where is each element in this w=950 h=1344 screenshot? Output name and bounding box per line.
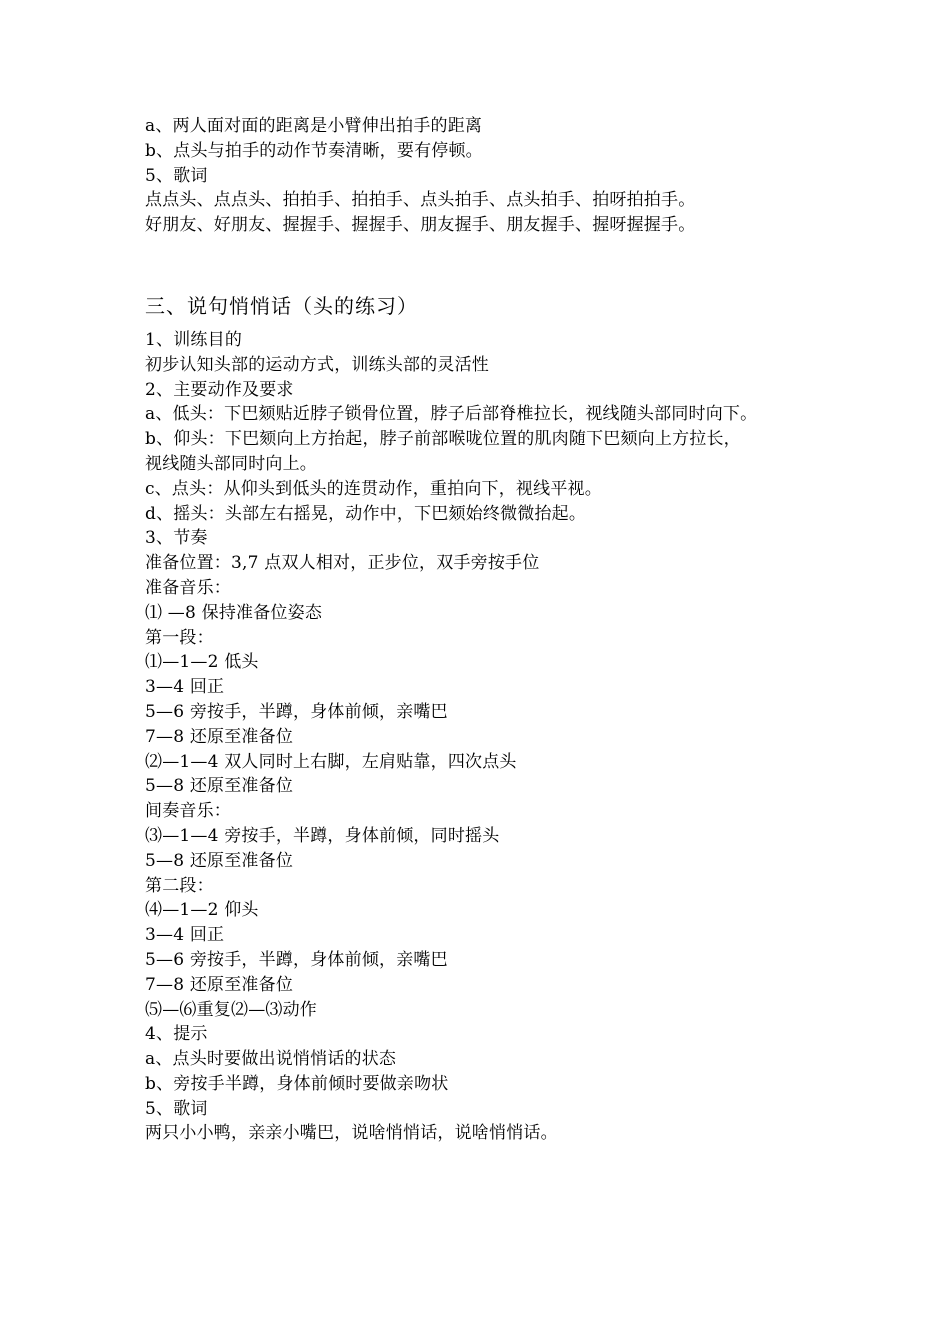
text-line: b、点头与拍手的动作节奏清晰，要有停顿。 — [145, 140, 483, 161]
text-line: a、点头时要做出说悄悄话的状态 — [145, 1049, 397, 1070]
text-line: 5、歌词 — [145, 1098, 208, 1119]
text-line: ⑴ —8 保持准备位姿态 — [145, 602, 323, 623]
text-line: 1、训练目的 — [145, 329, 243, 350]
text-line: 两只小小鸭，亲亲小嘴巴，说啥悄悄话，说啥悄悄话。 — [145, 1123, 558, 1144]
text-line: ⑴—1—2 低头 — [145, 652, 259, 673]
text-line: ⑸—⑹重复⑵—⑶动作 — [145, 999, 317, 1020]
text-line: d、摇头：头部左右摇晃，动作中，下巴颏始终微微抬起。 — [145, 503, 587, 524]
text-line: 5—8 还原至准备位 — [145, 850, 294, 871]
text-line: 间奏音乐： — [145, 801, 231, 822]
text-line: 初步认知头部的运动方式，训练头部的灵活性 — [145, 354, 489, 375]
text-line: b、旁按手半蹲，身体前倾时要做亲吻状 — [145, 1073, 449, 1094]
text-line: 准备位置：3,7 点双人相对，正步位，双手旁按手位 — [145, 553, 540, 574]
section-heading: 三、说句悄悄话（头的练习） — [145, 293, 418, 318]
section-three — [145, 292, 845, 1146]
text-line: 3、节奏 — [145, 528, 208, 549]
text-line: 3—4 回正 — [145, 925, 225, 946]
text-line: 第一段： — [145, 627, 214, 648]
text-line: a、低头：下巴颏贴近脖子锁骨位置，脖子后部脊椎拉长，视线随头部同时向下。 — [145, 404, 758, 425]
text-line: b、仰头：下巴颏向上方抬起，脖子前部喉咙位置的肌肉随下巴颏向上方拉长， — [145, 429, 741, 450]
text-line: 4、提示 — [145, 1024, 208, 1045]
text-line: 7—8 还原至准备位 — [145, 726, 294, 747]
text-line: ⑵—1—4 双人同时上右脚，左肩贴靠，四次点头 — [145, 751, 517, 772]
document-page — [145, 114, 845, 1146]
text-line: 5、歌词 — [145, 165, 208, 186]
text-line: 准备音乐： — [145, 577, 231, 598]
text-line: 视线随头部同时向上。 — [145, 453, 317, 474]
text-line: 5—6 旁按手，半蹲，身体前倾，亲嘴巴 — [145, 701, 448, 722]
text-line: 3—4 回正 — [145, 677, 225, 698]
text-line: 点点头、点点头、拍拍手、拍拍手、点头拍手、点头拍手、拍呀拍拍手。 — [145, 190, 696, 211]
text-line: 好朋友、好朋友、握握手、握握手、朋友握手、朋友握手、握呀握握手。 — [145, 215, 696, 236]
text-line: 5—8 还原至准备位 — [145, 776, 294, 797]
text-line: a、两人面对面的距离是小臂伸出拍手的距离 — [145, 116, 483, 136]
text-line: ⑷—1—2 仰头 — [145, 900, 259, 921]
text-line: c、点头：从仰头到低头的连贯动作，重拍向下，视线平视。 — [145, 478, 602, 499]
section-top — [145, 114, 845, 238]
spacer — [145, 320, 845, 328]
text-line: ⑶—1—4 旁按手，半蹲，身体前倾，同时摇头 — [145, 825, 500, 846]
text-line: 5—6 旁按手，半蹲，身体前倾，亲嘴巴 — [145, 949, 448, 970]
text-line: 第二段： — [145, 875, 214, 896]
text-line: 7—8 还原至准备位 — [145, 974, 294, 995]
text-line: 2、主要动作及要求 — [145, 379, 294, 400]
spacer — [145, 238, 845, 292]
